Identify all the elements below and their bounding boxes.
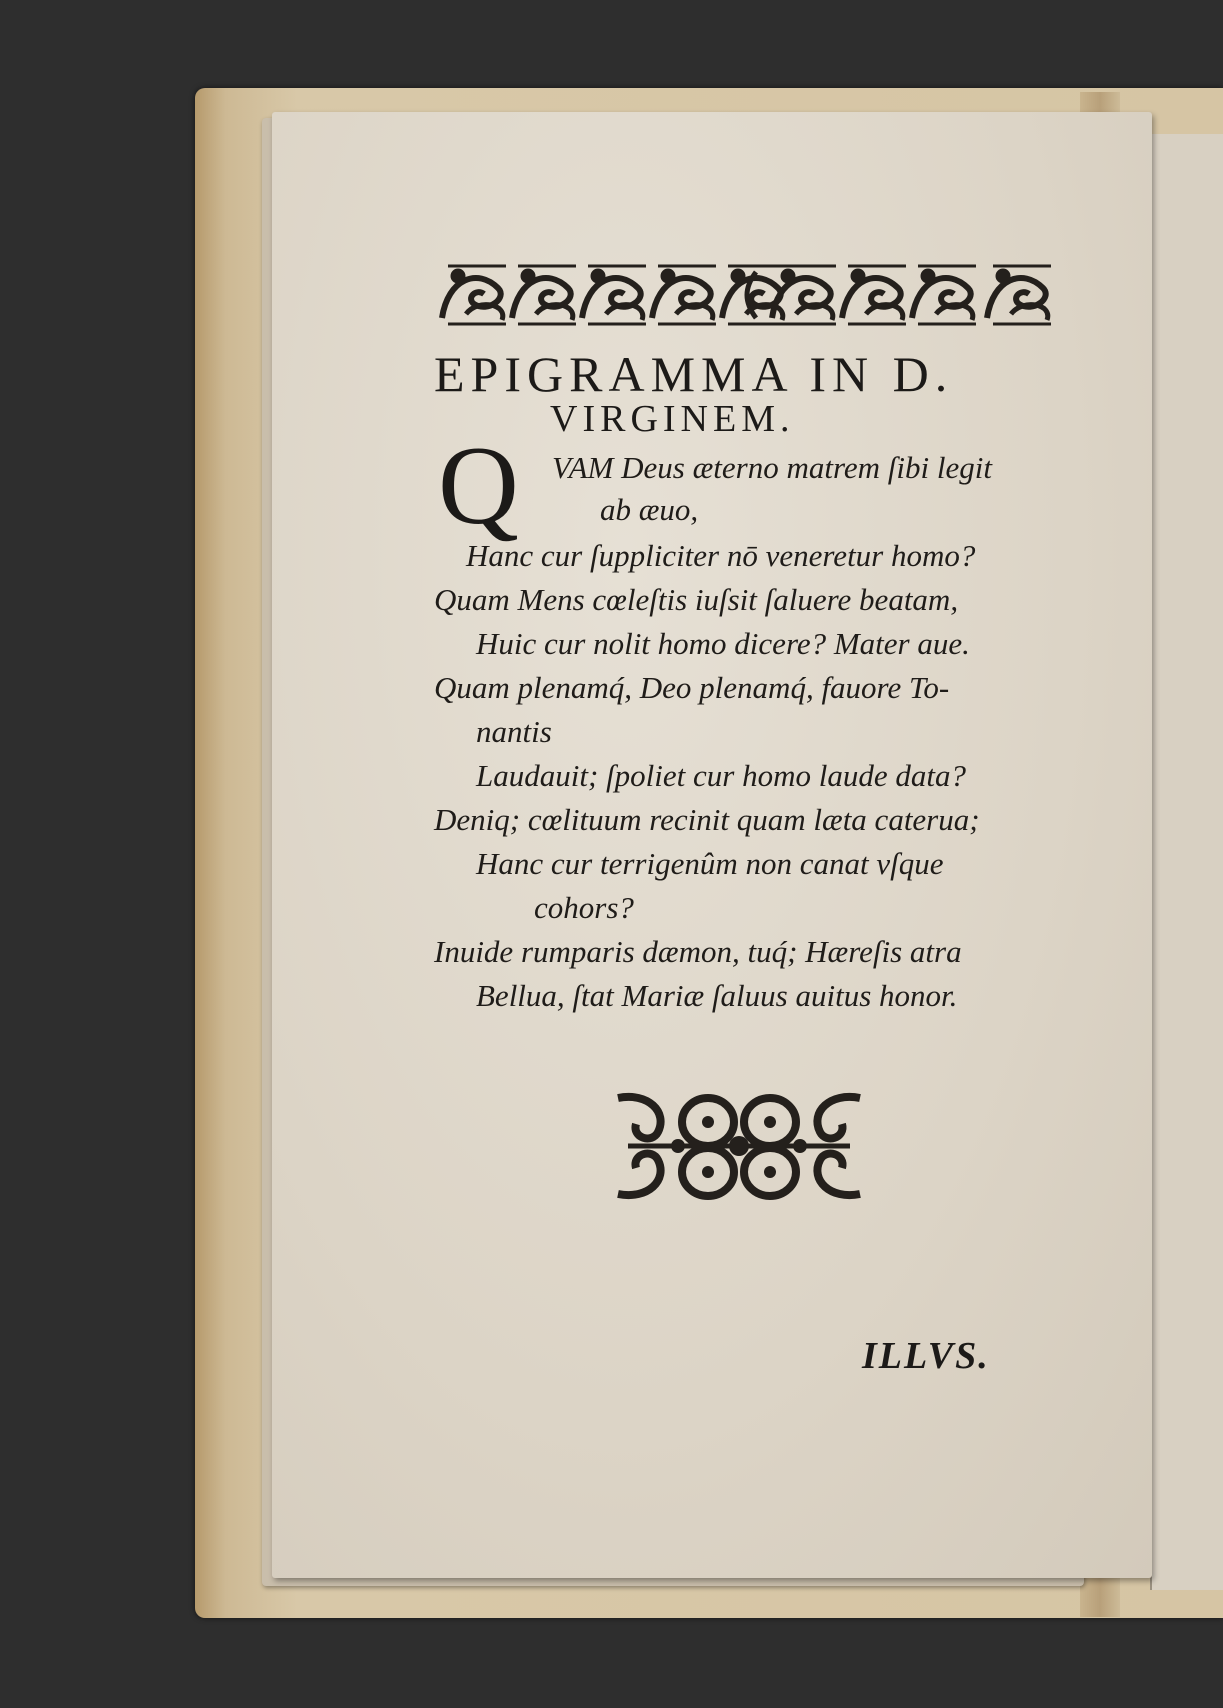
verse-line: Laudauit; ſpoliet cur homo laude data?	[476, 758, 966, 793]
verse-line: nantis	[476, 714, 552, 749]
verse-line: ab æuo,	[600, 492, 699, 527]
catchword: ILLVS.	[862, 1335, 990, 1377]
verse-line: Hanc cur ſuppliciter nō veneretur homo?	[466, 538, 976, 573]
verse-line: Huic cur nolit homo dicere? Mater aue.	[476, 626, 970, 661]
tailpiece-ornament	[608, 1082, 870, 1210]
verse-line: Inuide rumparis dæmon, tuq́; Hæreſis atra	[434, 934, 962, 969]
verse-line: Bellua, ſtat Mariæ ſaluus auitus honor.	[476, 978, 958, 1013]
verse-line: Quam Mens cœleſtis iuſsit ſaluere beatam,	[434, 582, 959, 617]
verse-line: Hanc cur terrigenûm non canat vſque	[476, 846, 944, 881]
facing-page-edge	[1150, 134, 1223, 1590]
verse-line: Quam plenamq́, Deo plenamq́, fauore To-	[434, 670, 950, 705]
epigram-subtitle: VIRGINEM.	[550, 398, 795, 440]
headpiece-ornament	[438, 258, 1072, 330]
verse-line: Deniq; cœlituum recinit quam læta caterua;	[434, 802, 980, 837]
epigram-title: EPIGRAMMA IN D.	[434, 346, 954, 402]
verse-line: VAM Deus æterno matrem ſibi legit	[552, 450, 992, 485]
drop-cap: Q	[438, 424, 519, 548]
book-page	[272, 112, 1152, 1578]
verse-line: cohors?	[534, 890, 634, 925]
